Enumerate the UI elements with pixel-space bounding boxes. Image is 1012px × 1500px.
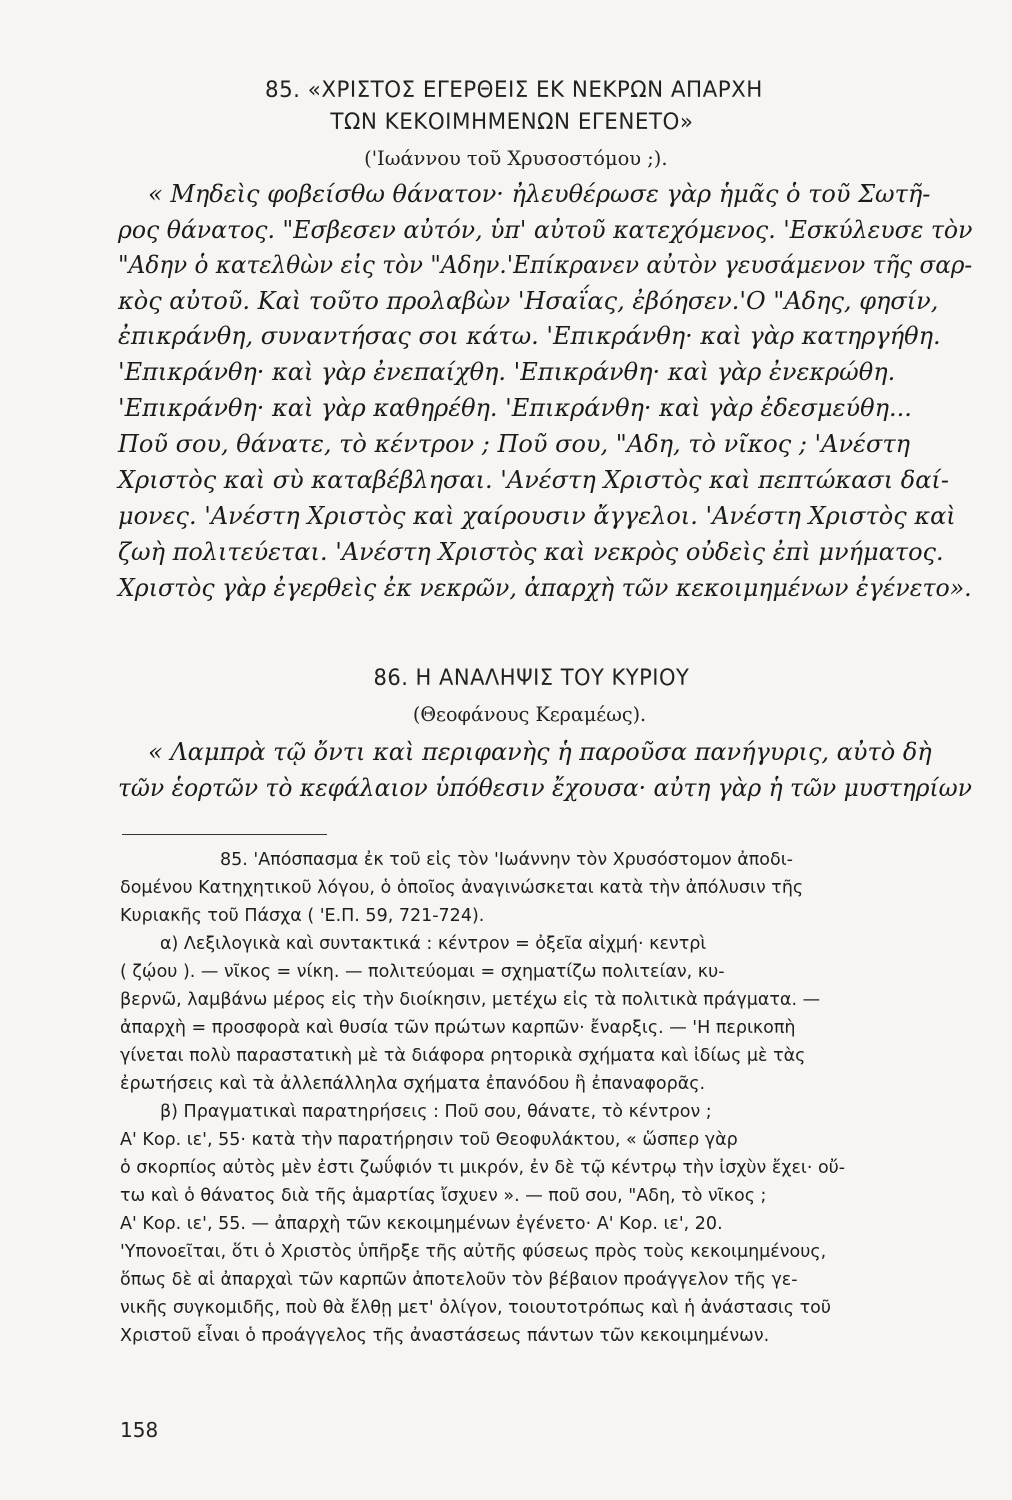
footnote-line: ὅπως δὲ αἱ ἀπαρχαὶ τῶν καρπῶν ἀποτελοῦν τὸν βέβαιον προάγγελον τῆς γε- bbox=[120, 1270, 798, 1290]
section-86-source: (Θεοφάνους Κεραμέως). bbox=[412, 702, 647, 726]
footnote-line: ὁ σκορπίος αὐτὸς μὲν ἐστι ζωΰφιόν τι μικρόν, ἐν δὲ τῷ κέντρῳ τὴν ἰσχὺν ἔχει· οὔ- bbox=[120, 1158, 846, 1178]
text-line: Χριστὸς γὰρ ἐγερθεὶς ἐκ νεκρῶν, ἀπαρχὴ τῶν κεκοιμημένων ἐγένετο». bbox=[118, 574, 972, 602]
footnote-line: β) Πραγματικαὶ παρατηρήσεις : Ποῦ σου, θάνατε, τὸ κέντρον ; bbox=[160, 1102, 712, 1122]
footnote-line: νικῆς συγκομιδῆς, ποὺ θὰ ἔλθῃ μετ' ὀλίγον, τοιουτοτρόπως καὶ ἡ ἀνάστασις τοῦ bbox=[120, 1298, 831, 1318]
footnote-line: τω καὶ ὁ θάνατος διὰ τῆς ἁμαρτίας ἴσχυεν ». — ποῦ σου, "Αδη, τὸ νῖκος ; bbox=[120, 1186, 767, 1206]
footnote-line: ( ζῴου ). — νῖκος = νίκη. — πολιτεύομαι = σχηματίζω πολιτείαν, κυ- bbox=[120, 962, 725, 982]
section-85-title-line-2: ΤΩΝ ΚΕΚΟΙΜΗΜΕΝΩΝ ΕΓΕΝΕΤΟ» bbox=[330, 110, 694, 135]
footnote-line: Α' Κορ. ιε', 55· κατὰ τὴν παρατήρησιν τοῦ Θεοφυλάκτου, « ὥσπερ γὰρ bbox=[120, 1130, 738, 1150]
text-line: "Αδην ὁ κατελθὼν εἰς τὸν "Αδην.'Επίκρανεν αὐτὸν γευσάμενον τῆς σαρ- bbox=[118, 251, 973, 279]
footnote-line: Χριστοῦ εἶναι ὁ προάγγελος τῆς ἀναστάσεως πάντων τῶν κεκοιμημένων. bbox=[120, 1326, 770, 1346]
text-line: 'Επικράνθη· καὶ γὰρ ἐνεπαίχθη. 'Επικράνθη· καὶ γὰρ ἐνεκρώθη. bbox=[118, 358, 896, 386]
section-85-source: ('Ιωάννου τοῦ Χρυσοστόμου ;). bbox=[364, 146, 668, 170]
text-line: « Λαμπρὰ τῷ ὄντι καὶ περιφανὴς ἡ παροῦσα πανήγυρις, αὐτὸ δὴ bbox=[148, 738, 932, 766]
text-line: τῶν ἑορτῶν τὸ κεφάλαιον ὑπόθεσιν ἔχουσα· αὐτη γὰρ ἡ τῶν μυστηρίων bbox=[118, 774, 972, 802]
footnote-line: δομένου Κατηχητικοῦ λόγου, ὁ ὁποῖος ἀναγινώσκεται κατὰ τὴν ἀπόλυσιν τῆς bbox=[120, 878, 804, 898]
footnote-line: ἀπαρχὴ = προσφορὰ καὶ θυσία τῶν πρώτων καρπῶν· ἔναρξις. — 'Η περικοπὴ bbox=[120, 1018, 796, 1038]
footnote-line: βερνῶ, λαμβάνω μέρος εἰς τὴν διοίκησιν, μετέχω εἰς τὰ πολιτικὰ πράγματα. — bbox=[120, 990, 821, 1010]
text-line: μονες. 'Ανέστη Χριστὸς καὶ χαίρουσιν ἄγγελοι. 'Ανέστη Χριστὸς καὶ bbox=[118, 502, 956, 530]
footnote-line: α) Λεξιλογικὰ καὶ συντακτικά : κέντρον = ὀξεῖα αἰχμή· κεντρὶ bbox=[160, 934, 707, 954]
footnote-line: Κυριακῆς τοῦ Πάσχα ( 'Ε.Π. 59, 721-724). bbox=[120, 906, 485, 926]
section-85-title-line-1: 85. «ΧΡΙΣΤΟΣ ΕΓΕΡΘΕΙΣ ΕΚ ΝΕΚΡΩΝ ΑΠΑΡΧΗ bbox=[264, 78, 763, 103]
section-86-title: 86. Η ΑΝΑΛΗΨΙΣ ΤΟΥ ΚΥΡΙΟΥ bbox=[373, 666, 690, 691]
text-line: ἐπικράνθη, συναντήσας σοι κάτω. 'Επικράνθη· καὶ γὰρ κατηργήθη. bbox=[118, 322, 941, 350]
footnote-separator bbox=[122, 834, 327, 835]
text-line: Χριστὸς καὶ σὺ καταβέβλησαι. 'Ανέστη Χριστὸς καὶ πεπτώκασι δαί- bbox=[118, 466, 949, 494]
footnote-line: γίνεται πολὺ παραστατικὴ μὲ τὰ διάφορα ρητορικὰ σχήματα καὶ ἰδίως μὲ τὰς bbox=[120, 1046, 806, 1066]
text-line: ρος θάνατος. "Εσβεσεν αὐτόν, ὑπ' αὐτοῦ κατεχόμενος. 'Εσκύλευσε τὸν bbox=[118, 216, 973, 244]
text-line: Ποῦ σου, θάνατε, τὸ κέντρον ; Ποῦ σου, "Αδη, τὸ νῖκος ; 'Ανέστη bbox=[118, 430, 910, 458]
footnote-line: 85. 'Απόσπασμα ἐκ τοῦ εἰς τὸν 'Ιωάννην τὸν Χρυσόστομον ἀποδι- bbox=[220, 850, 793, 870]
text-line: ζωὴ πολιτεύεται. 'Ανέστη Χριστὸς καὶ νεκρὸς οὐδεὶς ἐπὶ μνήματος. bbox=[118, 538, 944, 566]
footnote-line: 'Υπονοεῖται, ὅτι ὁ Χριστὸς ὑπῆρξε τῆς αὐτῆς φύσεως πρὸς τοὺς κεκοιμημένους, bbox=[120, 1242, 827, 1262]
text-line: « Μηδεὶς φοβείσθω θάνατον· ἠλευθέρωσε γὰρ ἡμᾶς ὁ τοῦ Σωτῆ- bbox=[148, 180, 931, 208]
footnote-line: ἐρωτήσεις καὶ τὰ ἀλλεπάλληλα σχήματα ἐπανόδου ἢ ἐπαναφορᾶς. bbox=[120, 1074, 706, 1094]
page-number: 158 bbox=[120, 1418, 159, 1442]
footnote-line: Α' Κορ. ιε', 55. — ἀπαρχὴ τῶν κεκοιμημένων ἐγένετο· Α' Κορ. ιε', 20. bbox=[120, 1214, 723, 1234]
text-line: 'Επικράνθη· καὶ γὰρ καθηρέθη. 'Επικράνθη· καὶ γὰρ ἐδεσμεύθη... bbox=[118, 394, 912, 422]
text-line: κὸς αὐτοῦ. Καὶ τοῦτο προλαβὼν 'Ησαΐας, ἐβόησεν.'Ο "Αδης, φησίν, bbox=[118, 287, 939, 315]
